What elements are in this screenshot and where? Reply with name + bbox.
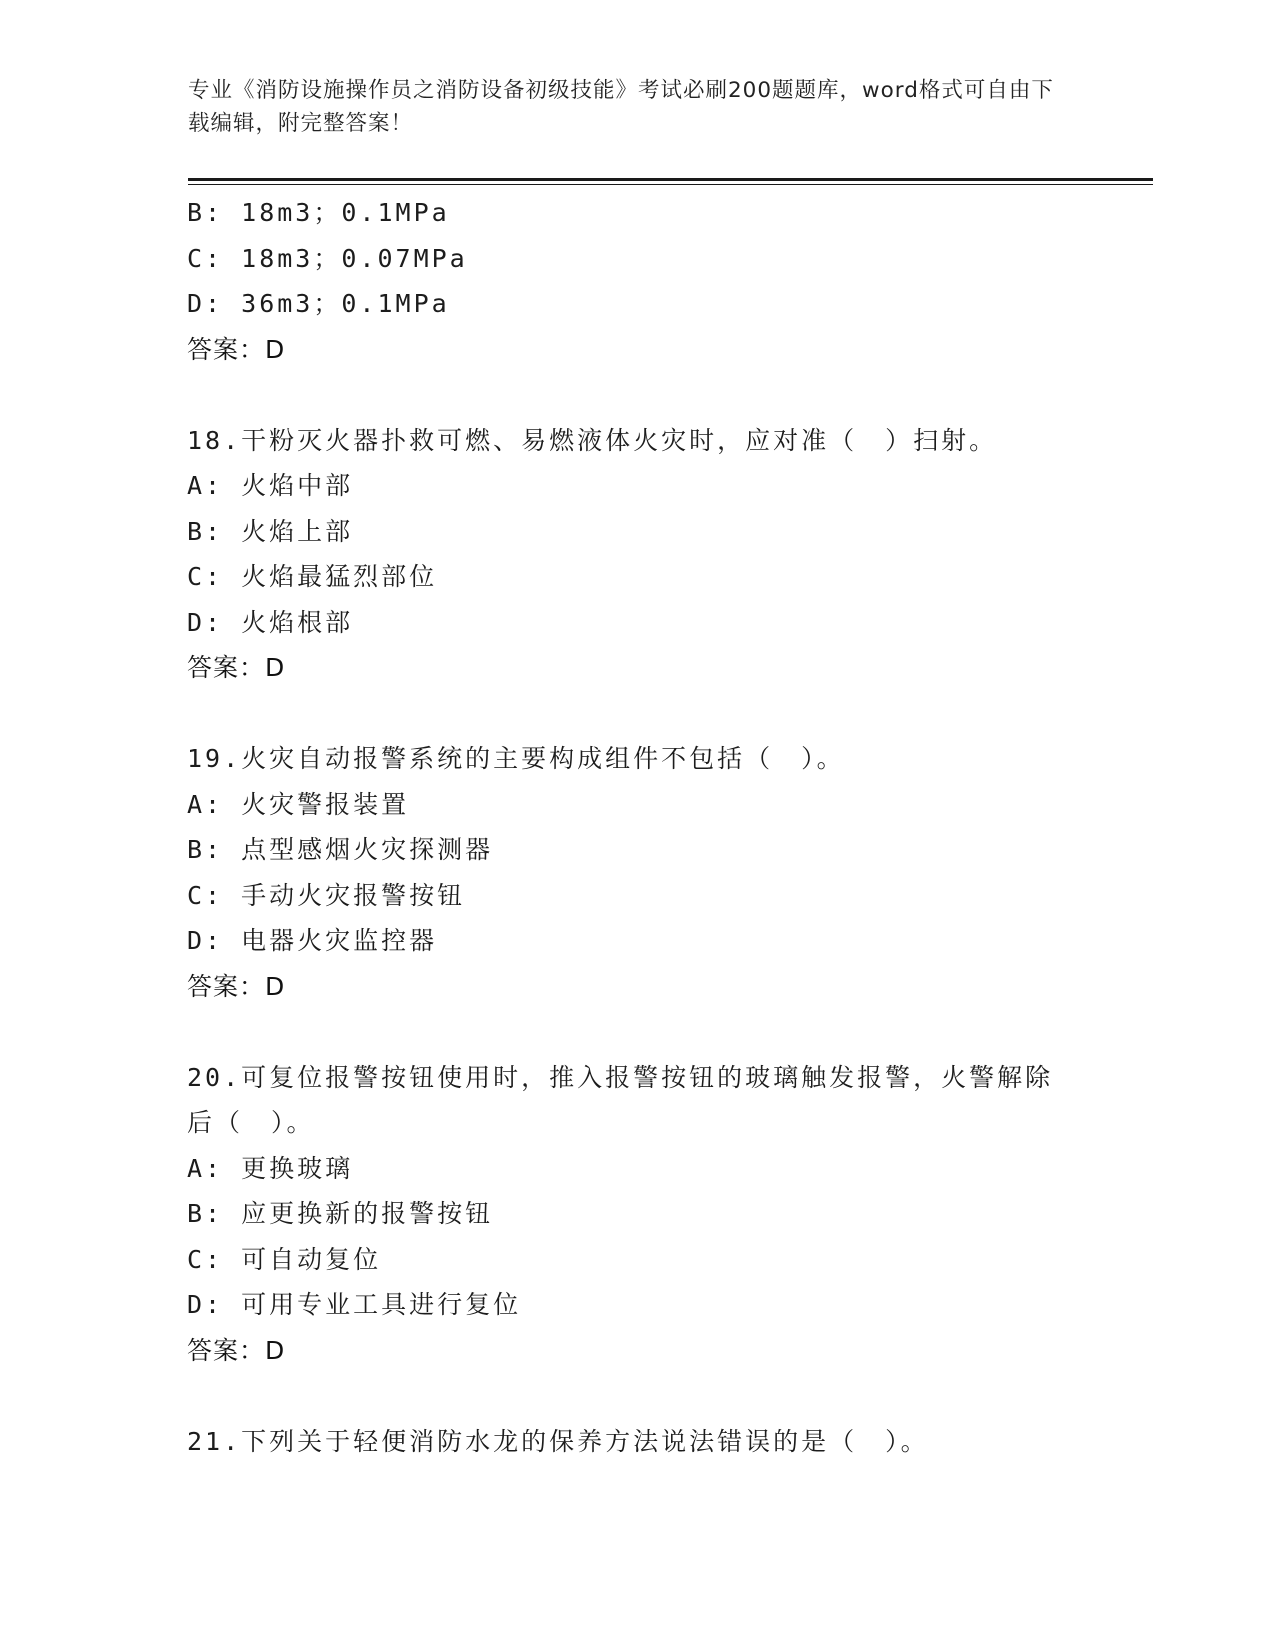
question-text-line-2: 后（ ）。: [187, 1108, 315, 1137]
option-c: C: 可自动复位: [187, 1244, 382, 1274]
question-block-17: [187, 190, 1087, 372]
answer-line: 答案：D: [187, 1335, 286, 1365]
option-b: B: 18m3；0.1MPa: [187, 198, 450, 227]
document-header: [188, 74, 1068, 140]
answer-line: 答案：D: [187, 334, 286, 364]
question-block-20: [187, 1055, 1087, 1374]
question-block-21: [187, 1419, 1087, 1465]
question-text-line-1: 20.可复位报警按钮使用时，推入报警按钮的玻璃触发报警，火警解除: [187, 1062, 1054, 1092]
option-b: B: 火焰上部: [187, 516, 354, 546]
question-block-19: [187, 736, 1087, 1009]
answer-line: 答案：D: [187, 971, 286, 1001]
question-text: 18.干粉灭火器扑救可燃、易燃液体火灾时，应对准（ ）扫射。: [187, 425, 998, 455]
option-a: A: 更换玻璃: [187, 1153, 354, 1183]
option-b: B: 点型感烟火灾探测器: [187, 835, 494, 864]
option-b: B: 应更换新的报警按钮: [187, 1199, 494, 1228]
question-block-18: [187, 418, 1087, 691]
option-c: C: 18m3；0.07MPa: [187, 243, 468, 273]
header-title: 专业《消防设施操作员之消防设备初级技能》考试必刷200题题库，word格式可自由下载编辑，附完整答案！: [188, 78, 1054, 136]
question-text: 21.下列关于轻便消防水龙的保养方法说法错误的是（ ）。: [187, 1426, 929, 1456]
question-text: 19.火灾自动报警系统的主要构成组件不包括（ ）。: [187, 744, 845, 773]
option-d: D: 电器火灾监控器: [187, 926, 438, 955]
option-d: D: 可用专业工具进行复位: [187, 1290, 522, 1319]
header-divider-thin: [188, 184, 1153, 185]
option-a: A: 火灾警报装置: [187, 789, 410, 819]
question-list: [187, 190, 1087, 1464]
option-c: C: 火焰最猛烈部位: [187, 562, 438, 591]
option-a: A: 火焰中部: [187, 471, 354, 500]
answer-line: 答案：D: [187, 653, 286, 682]
header-divider-thick: [188, 178, 1153, 181]
option-d: D: 36m3；0.1MPa: [187, 289, 450, 318]
option-c: C: 手动火灾报警按钮: [187, 880, 466, 910]
option-d: D: 火焰根部: [187, 607, 354, 637]
